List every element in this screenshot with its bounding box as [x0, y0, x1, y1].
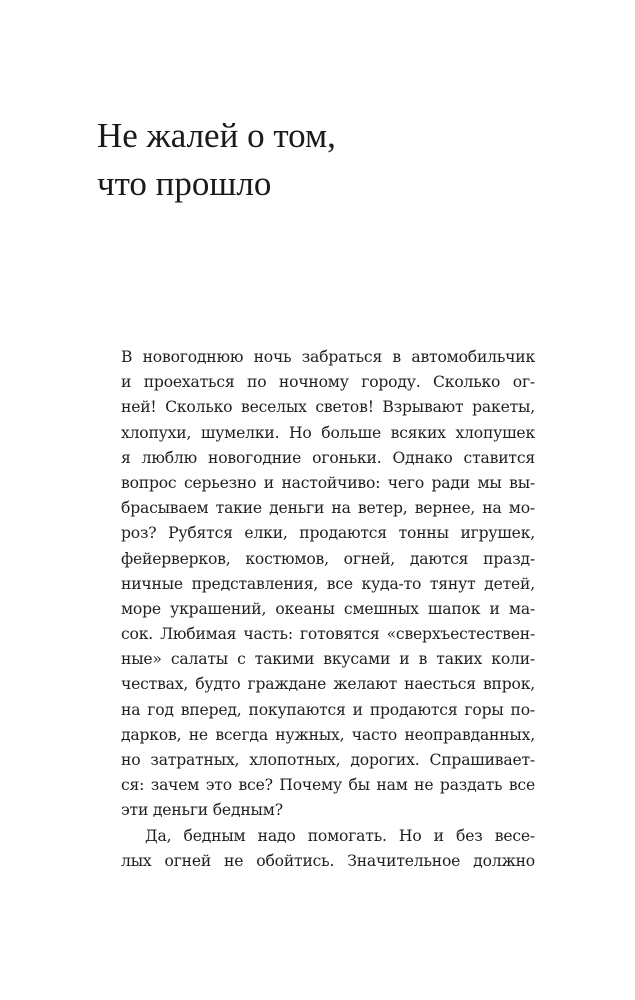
text-line: море украшений, океаны смешных шапок и ма-	[121, 599, 535, 618]
text-line: брасываем такие деньги на ветер, вернее, на мо-	[121, 499, 535, 518]
text-line: сок. Любимая часть: готовятся «сверхъестествен-	[121, 625, 535, 644]
text-line: я люблю новогодние огоньки. Однако ставится	[121, 448, 535, 467]
text-line: хлопухи, шумелки. Но больше всяких хлопушек	[121, 423, 535, 442]
chapter-title-line-2: что прошло	[97, 164, 272, 203]
chapter-title-line-1: Не жалей о том,	[97, 116, 336, 155]
text-line: но затратных, хлопотных, дорогих. Спрашивает-	[121, 751, 535, 769]
text-line: фейерверков, костюмов, огней, даются празд-	[121, 549, 535, 568]
text-line: и проехаться по ночному городу. Сколько ог-	[121, 373, 535, 392]
text-line: вопрос серьезно и настойчиво: чего ради мы вы-	[121, 473, 535, 492]
text-line: роз? Рубятся елки, продаются тонны игрушек,	[121, 524, 535, 543]
paragraph-start-line: Да, бедным надо помогать. Но и без весе-	[145, 826, 535, 845]
text-line: чествах, будто граждане желают наесться впрок,	[121, 675, 535, 694]
chapter-title	[97, 112, 557, 208]
text-line: ные» салаты с такими вкусами и в таких коли-	[121, 650, 535, 669]
text-line: дарков, не всегда нужных, часто неоправданных,	[121, 725, 535, 744]
text-line: ничные представления, все куда-то тянут детей,	[121, 574, 535, 593]
text-line: В новогоднюю ночь забраться в автомобильчик	[121, 348, 535, 366]
body-text	[121, 345, 535, 874]
text-line: эти деньги бедным?	[121, 801, 283, 820]
text-line: на год вперед, покупаются и продаются горы по-	[121, 700, 535, 719]
text-line: ней! Сколько веселых светов! Взрывают ракеты,	[121, 398, 535, 417]
text-line: лых огней не обойтись. Значительное должно	[121, 851, 535, 870]
text-line: ся: зачем это все? Почему бы нам не раздать все	[121, 776, 535, 795]
